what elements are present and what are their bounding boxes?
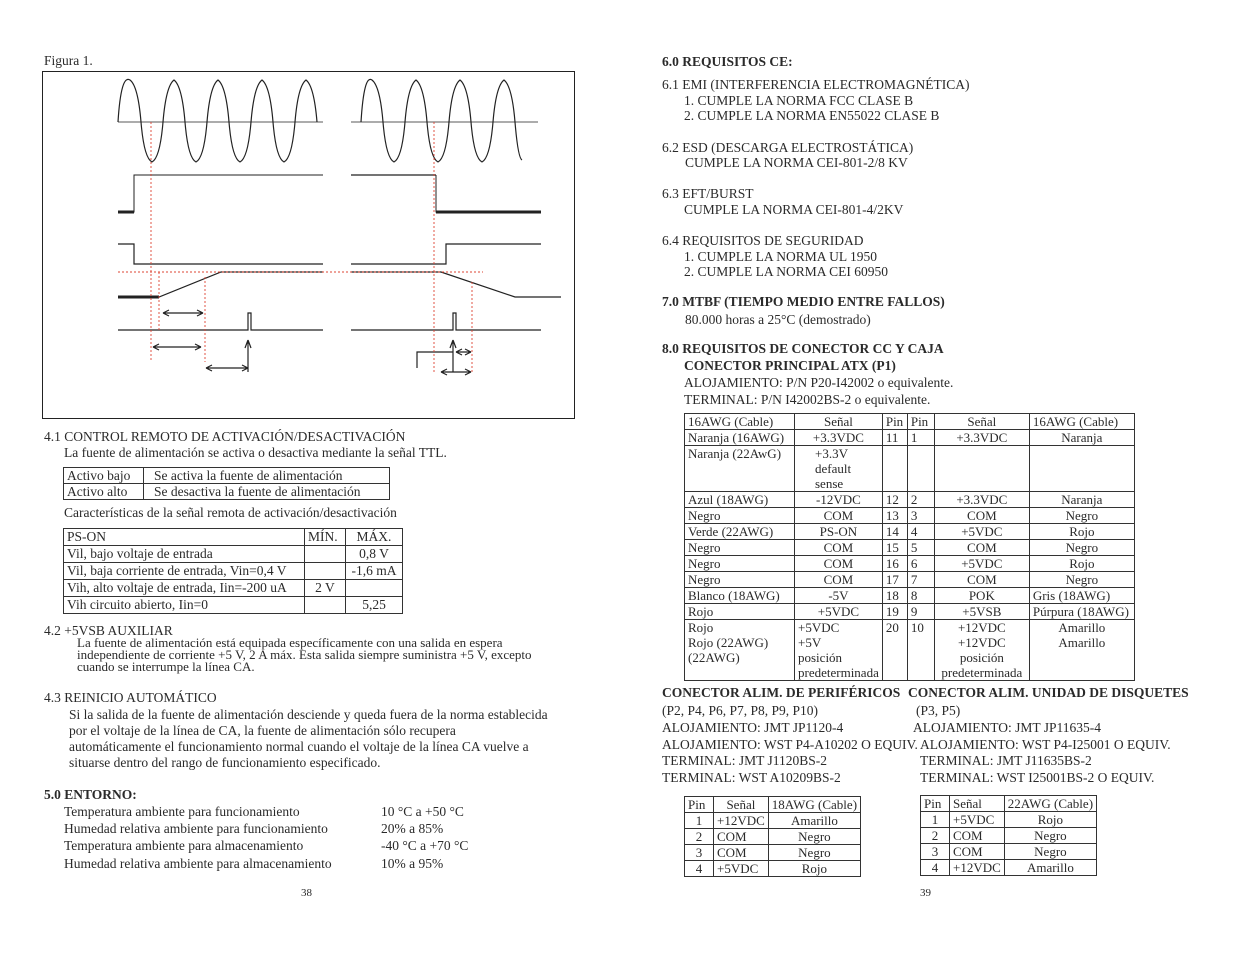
table-row	[64, 563, 403, 580]
page-number-right: 39	[920, 887, 931, 899]
table-cell: POK	[934, 588, 1029, 604]
floppy-connector-title: CONECTOR ALIM. UNIDAD DE DISQUETES	[908, 685, 1189, 700]
table-cell: Negro	[1029, 540, 1134, 556]
table-row	[921, 812, 1097, 828]
section-4-3-title: 4.3 REINICIO AUTOMÁTICO	[44, 690, 217, 705]
table-row	[64, 484, 390, 500]
table-cell: Púrpura (18AWG)	[1029, 604, 1134, 620]
table-cell: 6	[907, 556, 934, 572]
table-cell: +12VDC +12VDC posición predeterminada	[934, 620, 1029, 681]
table-cell: +3.3V default sense	[795, 446, 883, 492]
table-cell: 3	[921, 844, 950, 860]
table-row	[64, 580, 403, 597]
table-cell: COM	[950, 828, 1005, 844]
table-row	[921, 860, 1097, 876]
table-cell: Negro	[685, 508, 795, 524]
floppy-line: (P3, P5)	[916, 703, 961, 718]
table-cell: 17	[882, 572, 907, 588]
table-cell: COM	[714, 829, 769, 845]
table-cell: COM	[934, 540, 1029, 556]
section-8-terminal: TERMINAL: P/N I42002BS-2 o equivalente.	[684, 392, 931, 407]
timing-diagram	[42, 71, 575, 419]
table-cell: COM	[795, 556, 883, 572]
table-cell: Vih circuito abierto, Iin=0	[64, 597, 305, 614]
section-7-title: 7.0 MTBF (TIEMPO MEDIO ENTRE FALLOS)	[662, 294, 945, 309]
floppy-line: TERMINAL: JMT J11635BS-2	[920, 753, 1092, 768]
table-cell: MÍN.	[305, 529, 346, 546]
table-cell: 1	[907, 430, 934, 446]
remote-caption: Características de la señal remota de activación/desactivación	[64, 505, 397, 520]
table-cell: +5VDC	[934, 524, 1029, 540]
table-cell: Blanco (18AWG)	[685, 588, 795, 604]
table-cell: +3.3VDC	[934, 430, 1029, 446]
table-cell: Se desactiva la fuente de alimentación	[144, 484, 390, 500]
table-row	[921, 844, 1097, 860]
section-8-housing: ALOJAMIENTO: P/N P20-I42002 o equivalente.	[684, 375, 954, 390]
env-value: 10% a 95%	[381, 856, 444, 871]
section-5-title: 5.0 ENTORNO:	[44, 787, 137, 802]
table-cell: Rojo	[768, 861, 860, 877]
table-cell: -12VDC	[795, 492, 883, 508]
table-cell: Negro	[768, 845, 860, 861]
section-8-title: 8.0 REQUISITOS DE CONECTOR CC Y CAJA	[662, 341, 944, 356]
table-cell: 15	[882, 540, 907, 556]
table-cell: Amarillo Amarillo	[1029, 620, 1134, 681]
table-cell: 0,8 V	[346, 546, 403, 563]
table-cell: Vil, bajo voltaje de entrada	[64, 546, 305, 563]
table-cell: COM	[795, 540, 883, 556]
table-cell: Gris (18AWG)	[1029, 588, 1134, 604]
table-cell: Negro	[1004, 828, 1096, 844]
table-cell: 13	[882, 508, 907, 524]
table-cell: Rojo	[1029, 556, 1134, 572]
table-cell: 16AWG (Cable)	[1029, 414, 1134, 430]
env-label: Humedad relativa ambiente para almacenamiento	[64, 856, 332, 871]
ac-waveform-on	[118, 79, 317, 162]
floppy-line: ALOJAMIENTO: WST P4-I25001 O EQUIV.	[920, 737, 1171, 752]
table-cell: 5,25	[346, 597, 403, 614]
floppy-line: TERMINAL: WST I25001BS-2 O EQUIV.	[920, 770, 1155, 785]
table-cell: +5VDC	[950, 812, 1005, 828]
figure-label: Figura 1.	[44, 53, 93, 68]
table-cell: Negro	[685, 556, 795, 572]
table-cell: Amarillo	[1004, 860, 1096, 876]
table-cell: Negro	[768, 829, 860, 845]
section-4-2-title: 4.2 +5VSB AUXILIAR	[44, 623, 173, 638]
table-cell: Señal	[934, 414, 1029, 430]
env-value: 10 °C a +50 °C	[381, 804, 464, 819]
pson-table	[63, 528, 403, 614]
floppy-line: ALOJAMIENTO: JMT JP11635-4	[913, 720, 1102, 735]
peripheral-connector-title: CONECTOR ALIM. DE PERIFÉRICOS	[662, 685, 901, 700]
table-cell: Azul (18AWG)	[685, 492, 795, 508]
env-value: -40 °C a +70 °C	[381, 838, 469, 853]
table-row	[685, 572, 1135, 588]
table-cell: 12	[882, 492, 907, 508]
table-row	[685, 508, 1135, 524]
section-6-2-a: CUMPLE LA NORMA CEI-801-2/8 KV	[685, 155, 908, 170]
section-6-1: 6.1 EMI (INTERFERENCIA ELECTROMAGNÉTICA)	[662, 77, 970, 92]
table-cell: Se activa la fuente de alimentación	[144, 468, 390, 484]
table-cell: 3	[907, 508, 934, 524]
table-row	[921, 796, 1097, 812]
section-6-title: 6.0 REQUISITOS CE:	[662, 54, 793, 69]
table-row	[685, 845, 861, 861]
table-cell: Pin	[882, 414, 907, 430]
section-6-3: 6.3 EFT/BURST	[662, 186, 754, 201]
table-cell: Amarillo	[768, 813, 860, 829]
table-cell: 7	[907, 572, 934, 588]
env-value: 20% a 85%	[381, 821, 444, 836]
table-cell: +12VDC	[714, 813, 769, 829]
table-cell: Rojo	[685, 604, 795, 620]
table-cell: Pin	[921, 796, 950, 812]
section-6-1-a: 1. CUMPLE LA NORMA FCC CLASE B	[684, 93, 914, 108]
table-cell: Naranja	[1029, 430, 1134, 446]
section-7-text: 80.000 horas a 25°C (demostrado)	[685, 312, 871, 327]
table-cell: COM	[950, 844, 1005, 860]
table-row	[685, 797, 861, 813]
table-cell: 8	[907, 588, 934, 604]
table-cell: 11	[882, 430, 907, 446]
env-label: Humedad relativa ambiente para funcionamiento	[64, 821, 328, 836]
table-row	[685, 414, 1135, 430]
table-cell: -1,6 mA	[346, 563, 403, 580]
section-6-1-b: 2. CUMPLE LA NORMA EN55022 CLASE B	[684, 108, 940, 123]
table-cell	[882, 446, 907, 492]
table-cell: Pin	[907, 414, 934, 430]
table-cell: +5VSB	[934, 604, 1029, 620]
section-6-2: 6.2 ESD (DESCARGA ELECTROSTÁTICA)	[662, 140, 914, 155]
table-cell: 18	[882, 588, 907, 604]
table-row	[685, 556, 1135, 572]
table-cell: 16	[882, 556, 907, 572]
table-cell: COM	[714, 845, 769, 861]
table-row	[685, 861, 861, 877]
table-cell: Vil, baja corriente de entrada, Vin=0,4 V	[64, 563, 305, 580]
table-row	[685, 430, 1135, 446]
page-number-left: 38	[301, 887, 312, 899]
table-cell: 10	[907, 620, 934, 681]
table-row	[685, 813, 861, 829]
table-cell: 4	[907, 524, 934, 540]
env-label: Temperatura ambiente para almacenamiento	[64, 838, 304, 853]
table-cell: +5VDC	[795, 604, 883, 620]
table-cell: +12VDC	[950, 860, 1005, 876]
table-cell: Pin	[685, 797, 714, 813]
table-row	[685, 588, 1135, 604]
table-cell	[346, 580, 403, 597]
env-label: Temperatura ambiente para funcionamiento	[64, 804, 300, 819]
table-cell: Activo bajo	[64, 468, 144, 484]
table-row	[685, 620, 1135, 681]
table-cell: COM	[795, 508, 883, 524]
table-row	[64, 529, 403, 546]
table-cell: Rojo	[1004, 812, 1096, 828]
table-row	[685, 492, 1135, 508]
section-4-2-text: La fuente de alimentación está equipada específicamente con una salida en espera independiente de corriente +5 V, 2 A máx. Esta salida siempre suministra +5 V, excepto cuando se interrumpe la línea CA.	[77, 635, 532, 674]
table-cell	[934, 446, 1029, 492]
table-row	[64, 597, 403, 614]
table-cell: PS-ON	[64, 529, 305, 546]
table-row	[685, 829, 861, 845]
table-row	[685, 540, 1135, 556]
table-cell: 3	[685, 845, 714, 861]
section-4-3-text: Si la salida de la fuente de alimentación desciende y queda fuera de la norma establecida por el voltaje de la línea de CA, la fuente de alimentación sólo recupera automáticamente el funcionamiento normal cuando el voltaje de la línea CA vuelve a situarse dentro del rango de funcionamiento especificado.	[69, 707, 548, 770]
table-row	[64, 546, 403, 563]
table-cell: +5VDC +5V posición predeterminada	[795, 620, 883, 681]
table-cell: 4	[921, 860, 950, 876]
table-cell: Señal	[714, 797, 769, 813]
table-cell: 1	[921, 812, 950, 828]
table-row	[685, 446, 1135, 492]
table-cell: COM	[934, 508, 1029, 524]
table-cell: 5	[907, 540, 934, 556]
table-cell: Señal	[950, 796, 1005, 812]
table-cell: 14	[882, 524, 907, 540]
peripheral-line: (P2, P4, P6, P7, P8, P9, P10)	[662, 703, 819, 718]
table-cell: Negro	[685, 572, 795, 588]
table-cell: Naranja (16AWG)	[685, 430, 795, 446]
table-cell: 2 V	[305, 580, 346, 597]
activation-table	[63, 467, 390, 500]
table-cell: Negro	[685, 540, 795, 556]
table-cell: 2	[921, 828, 950, 844]
peripheral-line: TERMINAL: JMT J1120BS-2	[662, 753, 828, 768]
table-cell: Negro	[1029, 572, 1134, 588]
table-cell: Naranja (22AwG)	[685, 446, 795, 492]
table-cell: 2	[907, 492, 934, 508]
table-cell: +3.3VDC	[934, 492, 1029, 508]
table-cell: 2	[685, 829, 714, 845]
table-cell	[305, 597, 346, 614]
table-cell	[305, 546, 346, 563]
section-6-4-b: 2. CUMPLE LA NORMA CEI 60950	[684, 264, 889, 279]
table-cell: COM	[795, 572, 883, 588]
table-row	[685, 604, 1135, 620]
table-cell: 19	[882, 604, 907, 620]
ac-waveform-off	[361, 79, 522, 162]
table-cell: 9	[907, 604, 934, 620]
table-cell: 4	[685, 861, 714, 877]
table-cell: PS-ON	[795, 524, 883, 540]
table-cell: MÁX.	[346, 529, 403, 546]
table-cell: Naranja	[1029, 492, 1134, 508]
table-cell	[907, 446, 934, 492]
table-cell: Activo alto	[64, 484, 144, 500]
peripheral-line: TERMINAL: WST A10209BS-2	[662, 770, 841, 785]
table-cell	[305, 563, 346, 580]
section-8-sub: CONECTOR PRINCIPAL ATX (P1)	[684, 358, 896, 373]
table-cell: +5VDC	[714, 861, 769, 877]
table-cell: 20	[882, 620, 907, 681]
table-cell: Rojo Rojo (22AWG) (22AWG)	[685, 620, 795, 681]
table-row	[64, 468, 390, 484]
table-cell: +3.3VDC	[795, 430, 883, 446]
section-6-3-a: CUMPLE LA NORMA CEI-801-4/2KV	[684, 202, 904, 217]
table-cell: 16AWG (Cable)	[685, 414, 795, 430]
section-4-1-title: 4.1 CONTROL REMOTO DE ACTIVACIÓN/DESACTIVACIÓN	[44, 429, 406, 444]
peripheral-line: ALOJAMIENTO: WST P4-A10202 O EQUIV.	[662, 737, 918, 752]
table-cell: 1	[685, 813, 714, 829]
table-row	[685, 524, 1135, 540]
table-cell: Rojo	[1029, 524, 1134, 540]
floppy-table	[920, 795, 1097, 876]
table-cell: Vih, alto voltaje de entrada, Iin=-200 uA	[64, 580, 305, 597]
table-cell: Negro	[1004, 844, 1096, 860]
section-6-4-a: 1. CUMPLE LA NORMA UL 1950	[684, 249, 878, 264]
table-cell: 22AWG (Cable)	[1004, 796, 1096, 812]
table-row	[921, 828, 1097, 844]
table-cell: Negro	[1029, 508, 1134, 524]
table-cell: -5V	[795, 588, 883, 604]
table-cell	[1029, 446, 1134, 492]
table-cell: +5VDC	[934, 556, 1029, 572]
atx-connector-table	[684, 413, 1135, 681]
table-cell: Señal	[795, 414, 883, 430]
peripheral-table	[684, 796, 861, 877]
table-cell: 18AWG (Cable)	[768, 797, 860, 813]
table-cell: COM	[934, 572, 1029, 588]
section-6-4: 6.4 REQUISITOS DE SEGURIDAD	[662, 233, 864, 248]
table-cell: Verde (22AWG)	[685, 524, 795, 540]
section-4-1-text: La fuente de alimentación se activa o desactiva mediante la señal TTL.	[64, 445, 447, 460]
peripheral-line: ALOJAMIENTO: JMT JP1120-4	[662, 720, 844, 735]
